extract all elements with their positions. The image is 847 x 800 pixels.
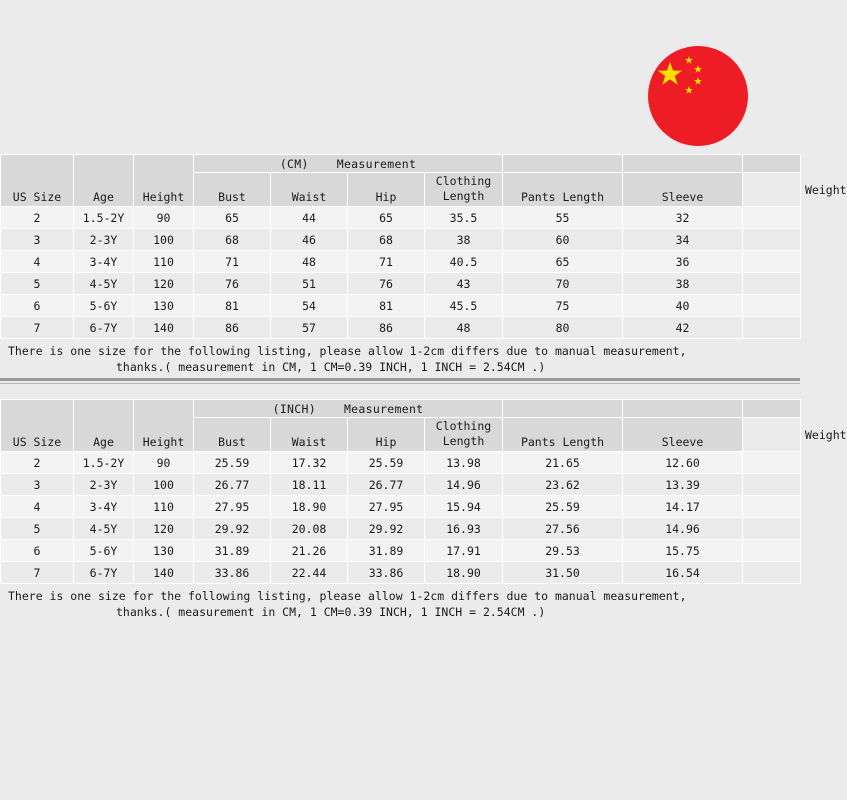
table-cell: 14.17 [623,496,743,518]
table-cell: 100 [134,474,194,496]
table-cell: 21.65 [503,452,623,474]
table-row [1,317,801,339]
table-cell: 5 [1,518,74,540]
table-cell: 3-4Y [74,496,134,518]
table-cell: 71 [348,251,425,273]
inch-measurement-table: US Size Age Height (INCH) Measurement Weight Bust Waist Hip Clothing Length Pants Length Sleeve 2 1.5-2Y 90 25.59 17.32 25.59 13.98 21.65 12.60 3 2-3Y 100 26.77 18.11 26.77 14.96 23.62 13.39 4 3-4Y 110 27.95 18.90 27.95 15.94 25.59 14.17 5 4-5Y 120 29.92 20.08 29.92 16.93 27.56 14.96 6 5-6Y 130 31.89 21.26 31.89 17.91 29.53 15.75 7 6-7Y 140 33.86 22.44 33.86 18.90 31.50 16.54 [0,399,801,584]
table-cell: 65 [503,251,623,273]
inch-unit-label: (INCH) [272,401,316,416]
cm-col-us-size: US Size [1,155,74,207]
table-cell: 33.86 [348,562,425,584]
table-cell: 76 [348,273,425,295]
inch-col-us-size: US Size [1,400,74,452]
china-flag-icon [648,46,748,146]
table-cell: 25.59 [194,452,271,474]
table-cell: 46 [271,229,348,251]
table-cell: 40.5 [425,251,503,273]
cm-size-chart [0,154,847,375]
table-cell: 5 [1,273,74,295]
table-cell: 7 [1,562,74,584]
table-cell: 4 [1,496,74,518]
table-cell: 43 [425,273,503,295]
table-cell: 130 [134,295,194,317]
table-cell [743,295,801,317]
inch-col-sleeve: Sleeve [623,418,743,452]
table-cell: 38 [623,273,743,295]
table-cell: 27.56 [503,518,623,540]
table-cell [743,317,801,339]
table-cell: 3 [1,229,74,251]
table-row [1,229,801,251]
table-cell: 60 [503,229,623,251]
table-cell [743,452,801,474]
table-cell: 29.92 [194,518,271,540]
table-row [1,562,801,584]
table-cell: 2-3Y [74,229,134,251]
table-cell: 70 [503,273,623,295]
table-cell: 23.62 [503,474,623,496]
table-cell: 42 [623,317,743,339]
table-cell: 51 [271,273,348,295]
table-cell: 2-3Y [74,474,134,496]
table-cell: 68 [194,229,271,251]
cm-measurement-label: Measurement [336,156,417,171]
inch-col-bust: Bust [194,418,271,452]
table-cell: 81 [348,295,425,317]
table-cell: 7 [1,317,74,339]
inch-table-title [194,400,503,418]
table-cell: 18.90 [425,562,503,584]
table-cell: 45.5 [425,295,503,317]
table-cell: 100 [134,229,194,251]
inch-note [0,584,800,620]
cm-col-height: Height [134,155,194,207]
cm-col-clothing-length: Clothing Length [425,173,503,207]
table-cell: 48 [425,317,503,339]
table-cell: 55 [503,207,623,229]
table-cell: 120 [134,273,194,295]
table-cell: 3 [1,474,74,496]
table-cell: 81 [194,295,271,317]
table-cell: 140 [134,317,194,339]
cm-note-line2: thanks.( measurement in CM, 1 CM=0.39 INCH, 1 INCH = 2.54CM .) [116,360,546,374]
table-cell: 34 [623,229,743,251]
table-row [1,273,801,295]
table-row [1,518,801,540]
table-cell: 65 [194,207,271,229]
table-cell: 6 [1,295,74,317]
table-cell: 4-5Y [74,518,134,540]
table-row [1,452,801,474]
cm-col-sleeve: Sleeve [623,173,743,207]
table-cell: 71 [194,251,271,273]
table-cell: 65 [348,207,425,229]
section-divider-thin [0,383,800,384]
table-cell: 76 [194,273,271,295]
cm-col-bust: Bust [194,173,271,207]
table-cell: 48 [271,251,348,273]
inch-col-pants-length: Pants Length [503,418,623,452]
table-cell: 140 [134,562,194,584]
table-cell: 27.95 [194,496,271,518]
table-cell: 31.50 [503,562,623,584]
table-cell: 17.91 [425,540,503,562]
table-cell: 13.39 [623,474,743,496]
table-cell: 1.5-2Y [74,207,134,229]
table-cell: 31.89 [194,540,271,562]
table-cell: 17.32 [271,452,348,474]
table-cell: 16.54 [623,562,743,584]
table-cell: 38 [425,229,503,251]
inch-col-clothing-length: Clothing Length [425,418,503,452]
table-cell: 26.77 [348,474,425,496]
table-cell: 2 [1,207,74,229]
cm-col-pants-length: Pants Length [503,173,623,207]
table-cell: 3-4Y [74,251,134,273]
table-cell: 26.77 [194,474,271,496]
table-cell: 86 [348,317,425,339]
table-cell: 57 [271,317,348,339]
table-cell [743,496,801,518]
table-cell: 14.96 [623,518,743,540]
inch-col-hip: Hip [348,418,425,452]
cm-note [0,339,800,375]
table-cell: 120 [134,518,194,540]
cm-col-waist: Waist [271,173,348,207]
table-cell: 33.86 [194,562,271,584]
table-cell: 14.96 [425,474,503,496]
table-cell: 15.94 [425,496,503,518]
table-cell: 44 [271,207,348,229]
table-cell [743,207,801,229]
table-row [1,295,801,317]
table-cell: 29.92 [348,518,425,540]
section-divider [0,378,800,381]
table-cell: 27.95 [348,496,425,518]
table-cell: 18.90 [271,496,348,518]
table-cell: 12.60 [623,452,743,474]
inch-table-body [1,452,801,584]
table-cell [743,562,801,584]
inch-col-age: Age [74,400,134,452]
table-cell: 90 [134,452,194,474]
table-cell: 35.5 [425,207,503,229]
table-cell [743,540,801,562]
table-cell [743,474,801,496]
inch-measurement-label: Measurement [343,401,424,416]
inch-col-height: Height [134,400,194,452]
table-cell: 75 [503,295,623,317]
table-cell: 110 [134,496,194,518]
table-cell: 32 [623,207,743,229]
table-cell: 18.11 [271,474,348,496]
cm-col-hip: Hip [348,173,425,207]
table-cell: 15.75 [623,540,743,562]
table-cell: 21.26 [271,540,348,562]
table-cell: 4-5Y [74,273,134,295]
table-cell: 68 [348,229,425,251]
table-row [1,540,801,562]
table-cell: 25.59 [348,452,425,474]
cm-table-body [1,207,801,339]
table-cell: 6 [1,540,74,562]
table-cell: 86 [194,317,271,339]
table-cell: 6-7Y [74,562,134,584]
table-cell [743,273,801,295]
cm-note-line1: There is one size for the following listing, please allow 1-2cm differs due to manual measurement, [8,344,687,358]
table-cell: 40 [623,295,743,317]
table-cell: 5-6Y [74,540,134,562]
table-row [1,474,801,496]
table-cell: 22.44 [271,562,348,584]
table-cell: 29.53 [503,540,623,562]
table-cell: 13.98 [425,452,503,474]
table-cell [743,518,801,540]
cm-table-title [194,155,503,173]
cm-col-age: Age [74,155,134,207]
table-cell: 5-6Y [74,295,134,317]
cm-measurement-table: US Size Age Height (CM) Measurement Weight Bust Waist Hip Clothing Length Pants Length Sleeve 2 1.5-2Y 90 65 44 65 35.5 55 32 3 2-3Y 100 68 46 68 38 60 34 4 3-4Y 110 71 48 71 40.5 65 36 5 4-5Y 120 76 51 76 43 70 38 6 5-6Y 130 81 54 81 45.5 75 40 7 6-7Y 140 86 57 86 48 80 42 [0,154,801,339]
table-cell: 4 [1,251,74,273]
table-row [1,496,801,518]
table-cell: 6-7Y [74,317,134,339]
table-cell: 1.5-2Y [74,452,134,474]
table-cell: 2 [1,452,74,474]
table-cell [743,229,801,251]
table-cell: 80 [503,317,623,339]
table-cell: 54 [271,295,348,317]
table-row [1,251,801,273]
table-cell: 36 [623,251,743,273]
table-row [1,207,801,229]
table-cell: 110 [134,251,194,273]
inch-size-chart [0,399,847,620]
table-cell: 90 [134,207,194,229]
table-cell: 130 [134,540,194,562]
table-cell: 20.08 [271,518,348,540]
inch-col-waist: Waist [271,418,348,452]
table-cell: 16.93 [425,518,503,540]
table-cell: 31.89 [348,540,425,562]
cm-unit-label: (CM) [279,156,309,171]
table-cell: 25.59 [503,496,623,518]
table-cell [743,251,801,273]
inch-note-line1: There is one size for the following listing, please allow 1-2cm differs due to manual measurement, [8,589,687,603]
inch-note-line2: thanks.( measurement in CM, 1 CM=0.39 INCH, 1 INCH = 2.54CM .) [116,605,546,619]
